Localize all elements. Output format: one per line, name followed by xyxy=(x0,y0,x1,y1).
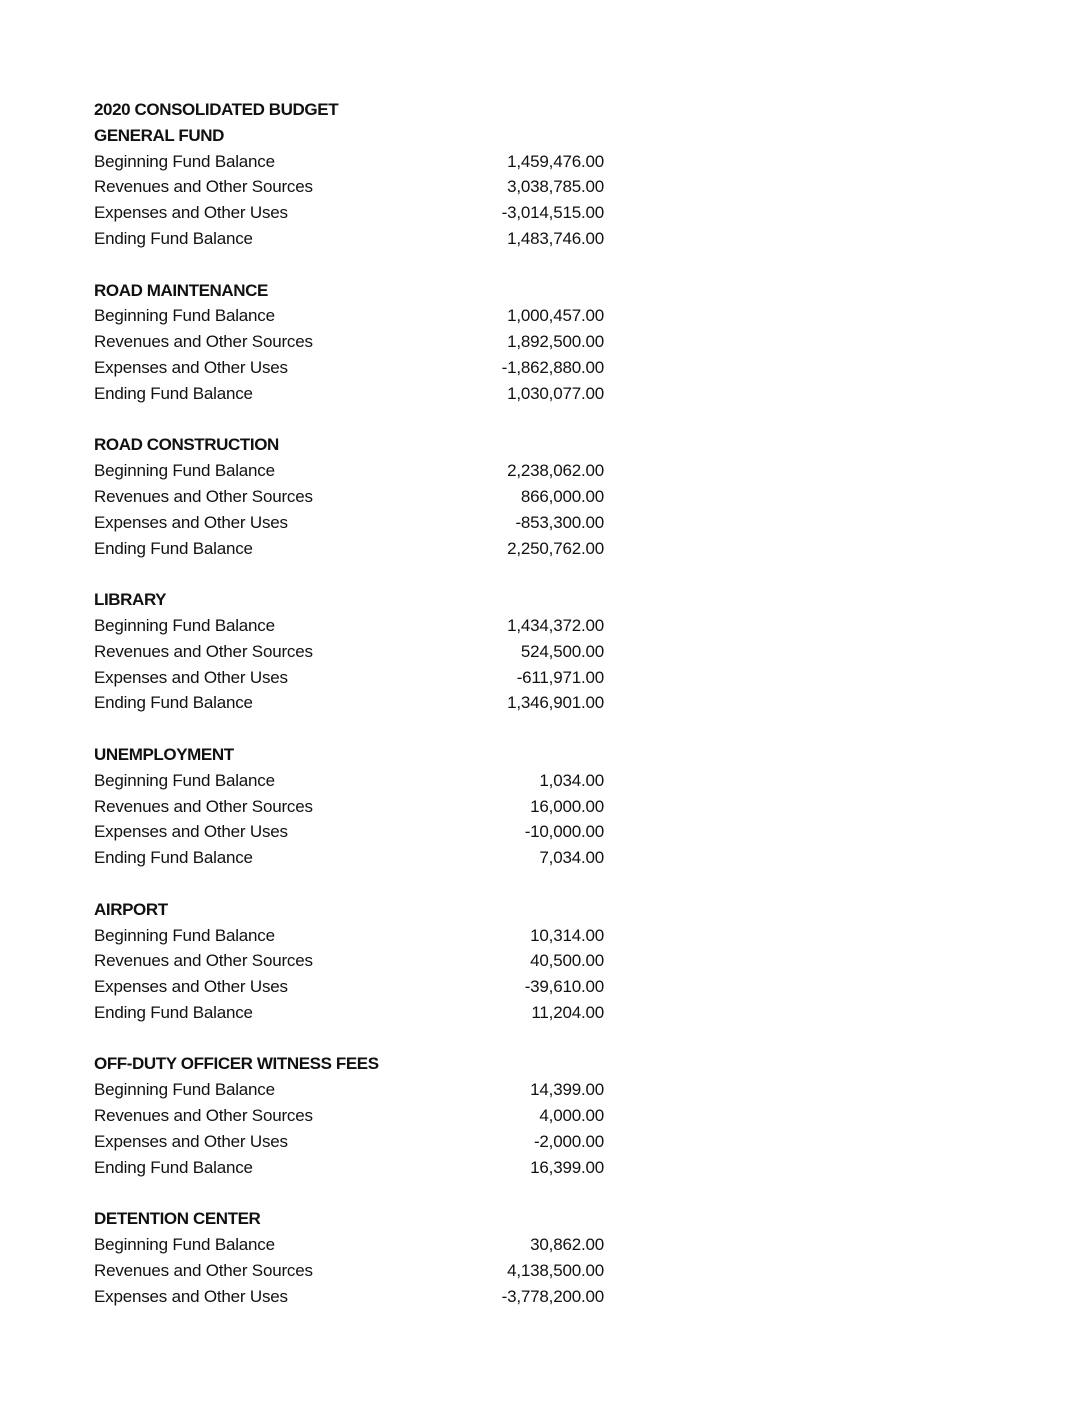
fund-row xyxy=(94,329,614,355)
fund-row xyxy=(94,458,614,484)
row-label: Ending Fund Balance xyxy=(94,383,253,403)
fund-row xyxy=(94,303,614,329)
row-label: Expenses and Other Uses xyxy=(94,203,288,223)
row-label: Revenues and Other Sources xyxy=(94,1260,313,1280)
fund-row xyxy=(94,948,614,974)
row-label: Revenues and Other Sources xyxy=(94,486,313,506)
row-label: Expenses and Other Uses xyxy=(94,357,288,377)
row-value: -10,000.00 xyxy=(524,822,604,842)
fund-row xyxy=(94,226,614,252)
fund-section xyxy=(94,1206,614,1309)
fund-row xyxy=(94,484,614,510)
row-label: Revenues and Other Sources xyxy=(94,641,313,661)
row-value: 1,892,500.00 xyxy=(507,332,604,352)
row-value: 4,000.00 xyxy=(539,1106,604,1126)
section-spacer xyxy=(94,871,614,897)
row-label: Revenues and Other Sources xyxy=(94,177,313,197)
fund-row xyxy=(94,974,614,1000)
fund-row xyxy=(94,1232,614,1258)
row-value: -2,000.00 xyxy=(533,1131,604,1151)
row-value: 16,000.00 xyxy=(530,796,604,816)
row-value: 16,399.00 xyxy=(530,1157,604,1177)
budget-document xyxy=(94,97,614,1309)
fund-row xyxy=(94,819,614,845)
row-value: 11,204.00 xyxy=(531,1002,604,1022)
row-value: -3,778,200.00 xyxy=(501,1286,604,1306)
fund-section xyxy=(94,897,614,1026)
fund-row xyxy=(94,510,614,536)
fund-row xyxy=(94,845,614,871)
row-label: Beginning Fund Balance xyxy=(94,770,275,790)
fund-row xyxy=(94,149,614,175)
row-label: Beginning Fund Balance xyxy=(94,151,275,171)
row-value: -3,014,515.00 xyxy=(501,203,604,223)
fund-section xyxy=(94,587,614,716)
fund-heading: GENERAL FUND xyxy=(94,125,224,145)
fund-row xyxy=(94,1077,614,1103)
fund-section xyxy=(94,123,614,252)
section-spacer xyxy=(94,252,614,278)
fund-heading: OFF-DUTY OFFICER WITNESS FEES xyxy=(94,1054,379,1074)
row-value: 1,483,746.00 xyxy=(507,228,604,248)
section-spacer xyxy=(94,407,614,433)
row-value: 7,034.00 xyxy=(539,848,604,868)
fund-row xyxy=(94,1000,614,1026)
fund-heading: LIBRARY xyxy=(94,590,167,610)
row-label: Expenses and Other Uses xyxy=(94,977,288,997)
fund-row xyxy=(94,794,614,820)
row-value: 524,500.00 xyxy=(520,641,604,661)
section-spacer xyxy=(94,1180,614,1206)
row-value: 866,000.00 xyxy=(520,486,604,506)
row-label: Beginning Fund Balance xyxy=(94,615,275,635)
row-label: Revenues and Other Sources xyxy=(94,1106,313,1126)
fund-row xyxy=(94,613,614,639)
fund-section xyxy=(94,278,614,407)
fund-row xyxy=(94,923,614,949)
fund-row xyxy=(94,174,614,200)
row-value: 14,399.00 xyxy=(530,1080,604,1100)
section-spacer xyxy=(94,716,614,742)
row-label: Beginning Fund Balance xyxy=(94,1235,275,1255)
row-value: 2,250,762.00 xyxy=(507,538,604,558)
row-value: -1,862,880.00 xyxy=(501,357,604,377)
row-label: Ending Fund Balance xyxy=(94,228,253,248)
fund-row xyxy=(94,690,614,716)
row-value: 1,434,372.00 xyxy=(507,615,604,635)
row-label: Expenses and Other Uses xyxy=(94,1131,288,1151)
fund-row xyxy=(94,665,614,691)
section-spacer xyxy=(94,561,614,587)
row-value: 1,034.00 xyxy=(539,770,604,790)
section-spacer xyxy=(94,1026,614,1052)
row-label: Ending Fund Balance xyxy=(94,848,253,868)
row-label: Revenues and Other Sources xyxy=(94,332,313,352)
fund-row xyxy=(94,1103,614,1129)
fund-row xyxy=(94,1155,614,1181)
fund-row xyxy=(94,639,614,665)
fund-row xyxy=(94,536,614,562)
row-label: Expenses and Other Uses xyxy=(94,822,288,842)
row-value: 1,346,901.00 xyxy=(507,693,604,713)
row-label: Expenses and Other Uses xyxy=(94,667,288,687)
fund-heading: UNEMPLOYMENT xyxy=(94,744,234,764)
row-value: 40,500.00 xyxy=(530,951,604,971)
row-value: -611,971.00 xyxy=(516,667,604,687)
fund-row xyxy=(94,1129,614,1155)
row-value: 2,238,062.00 xyxy=(507,461,604,481)
fund-row xyxy=(94,200,614,226)
row-label: Beginning Fund Balance xyxy=(94,1080,275,1100)
fund-heading: DETENTION CENTER xyxy=(94,1209,261,1229)
row-value: -853,300.00 xyxy=(515,512,604,532)
row-label: Beginning Fund Balance xyxy=(94,306,275,326)
fund-section xyxy=(94,1051,614,1180)
row-value: 1,459,476.00 xyxy=(507,151,604,171)
fund-row xyxy=(94,381,614,407)
fund-row xyxy=(94,768,614,794)
row-label: Ending Fund Balance xyxy=(94,1002,253,1022)
fund-section xyxy=(94,742,614,871)
row-value: -39,610.00 xyxy=(524,977,604,997)
row-label: Expenses and Other Uses xyxy=(94,512,288,532)
row-label: Revenues and Other Sources xyxy=(94,796,313,816)
fund-heading: ROAD CONSTRUCTION xyxy=(94,435,279,455)
row-label: Revenues and Other Sources xyxy=(94,951,313,971)
row-value: 4,138,500.00 xyxy=(507,1260,604,1280)
row-label: Expenses and Other Uses xyxy=(94,1286,288,1306)
row-label: Ending Fund Balance xyxy=(94,1157,253,1177)
row-label: Ending Fund Balance xyxy=(94,693,253,713)
row-label: Beginning Fund Balance xyxy=(94,461,275,481)
fund-row xyxy=(94,1258,614,1284)
row-value: 3,038,785.00 xyxy=(507,177,604,197)
fund-row xyxy=(94,1284,614,1310)
row-value: 1,030,077.00 xyxy=(507,383,604,403)
fund-heading: AIRPORT xyxy=(94,899,168,919)
document-title: 2020 CONSOLIDATED BUDGET xyxy=(94,100,339,119)
row-label: Beginning Fund Balance xyxy=(94,925,275,945)
fund-row xyxy=(94,355,614,381)
fund-heading: ROAD MAINTENANCE xyxy=(94,280,268,300)
fund-section xyxy=(94,432,614,561)
row-label: Ending Fund Balance xyxy=(94,538,253,558)
row-value: 1,000,457.00 xyxy=(507,306,604,326)
row-value: 10,314.00 xyxy=(530,925,604,945)
row-value: 30,862.00 xyxy=(530,1235,604,1255)
